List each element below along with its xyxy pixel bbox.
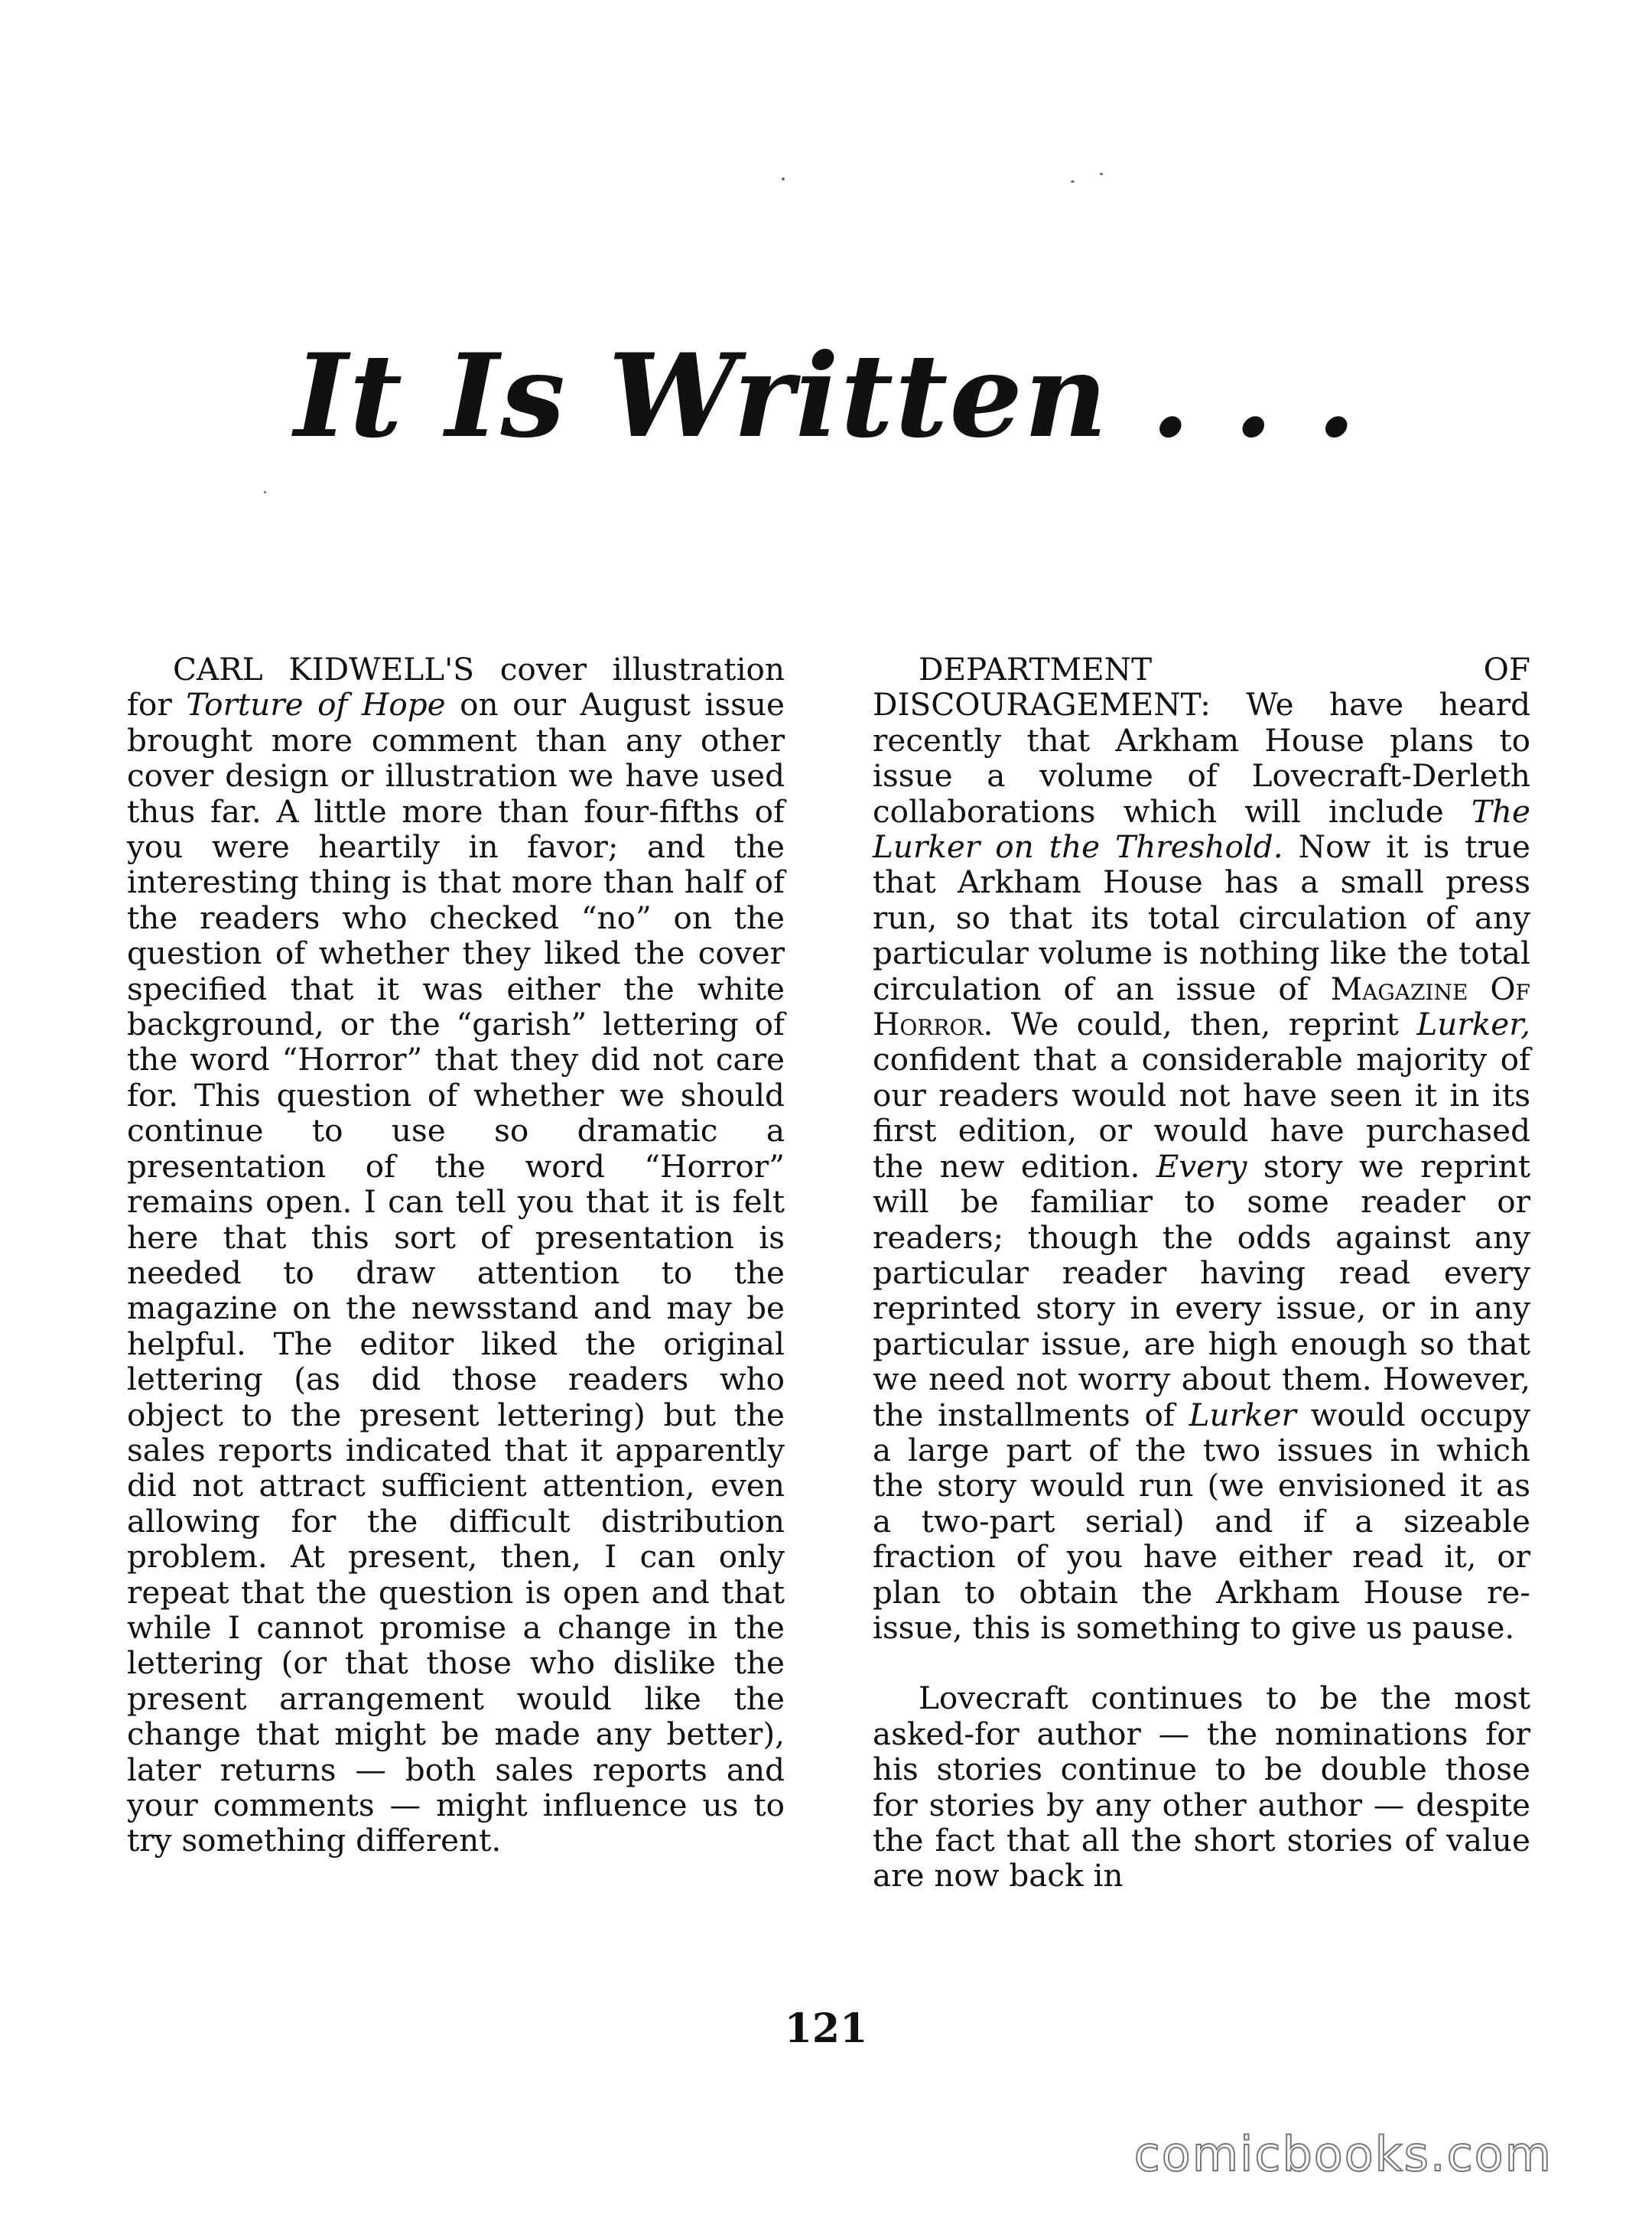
print-speck: [264, 491, 266, 493]
text-run: on our August issue brought more comment than any other cover design or illustration we have used thus far. A little more than four-fifths of you were heartily in favor; and the interesting thing is that more than half of the readers who checked “no” on the question of whether they liked the cover specified that it was either the white background, or the “garish” lettering of the word “Horror” that they did not care for. This question of whether we should continue to use so dramatic a presentation of the word “Horror” remains open. I can tell you that it is felt here that this sort of presentation is needed to draw attention to the magazine on the newsstand and may be helpful. The editor liked the original lettering (as did those readers who object to the present lettering) but the sales reports indicated that it apparently did not attract sufficient attention, even allowing for the difficult distribution problem. At present, then, I can only repeat that the question is open and that while I cannot promise a change in the lettering (or that those who dislike the present arrangement would like the change that might be made any better), later returns — both sales reports and your comments — might influence us to try something different.: [127, 686, 785, 1859]
text-run: Now it is true that Arkham House has a small press run, so that its total circulation of any particular volume is nothing like the total circulation of an issue of: [873, 828, 1530, 1007]
magazine-name: Magazine Of Horror: [873, 970, 1530, 1043]
lead-in-name: CARL KIDWELL'S: [173, 651, 474, 688]
print-speck: [1100, 173, 1103, 175]
book-title: The Lurker on the Threshold.: [873, 792, 1530, 866]
article-title: It Is Written . . .: [294, 329, 1358, 463]
story-title: Lurker: [1189, 1396, 1296, 1433]
text-run: would occupy a large part of the two issues in which the story would run (we envisioned it as a two-part serial) and if a sizeable fraction of you have either read it, or plan to obtain the Arkham House re-issue, this is something to give us pause.: [873, 1396, 1530, 1646]
text-run: DEPARTMENT OF DISCOURAGEMENT: We have heard recently that Arkham House plans to issue a volume of Lovecraft-Derleth collaborations which will include: [873, 651, 1530, 830]
text-run: story we reprint will be familiar to some reader or readers; though the odds against any particular reader having read every reprinted story in every issue, or in any particular issue, are high enough so that we need not worry about them. However, the installments of: [873, 1147, 1530, 1433]
left-paragraph-1: [127, 652, 785, 1859]
left-column: [127, 652, 785, 1859]
text-run: confident that a considerable majority of our readers would not have seen it in its first edition, or would have purchased the new edition.: [873, 1041, 1530, 1185]
cover-title: Torture of Hope: [186, 686, 446, 724]
text-run: . We could, then, reprint: [983, 1006, 1417, 1043]
text-run: cover illustration for: [127, 651, 785, 724]
right-column: [873, 652, 1530, 1894]
right-paragraph-2: Lovecraft continues to be the most asked-for author — the nominations for his stories continue to be double those for stories by any other author — despite the fact that all the short stories of value are now back in: [873, 1680, 1530, 1894]
print-speck: [1071, 180, 1075, 183]
site-watermark: comicbooks.com: [1133, 2126, 1553, 2182]
right-paragraph-1: [873, 652, 1530, 1645]
print-speck: [782, 177, 785, 180]
story-title: Lurker,: [1416, 1006, 1530, 1043]
page-number: 121: [784, 2005, 868, 2052]
emphasis: Every: [1156, 1147, 1247, 1185]
